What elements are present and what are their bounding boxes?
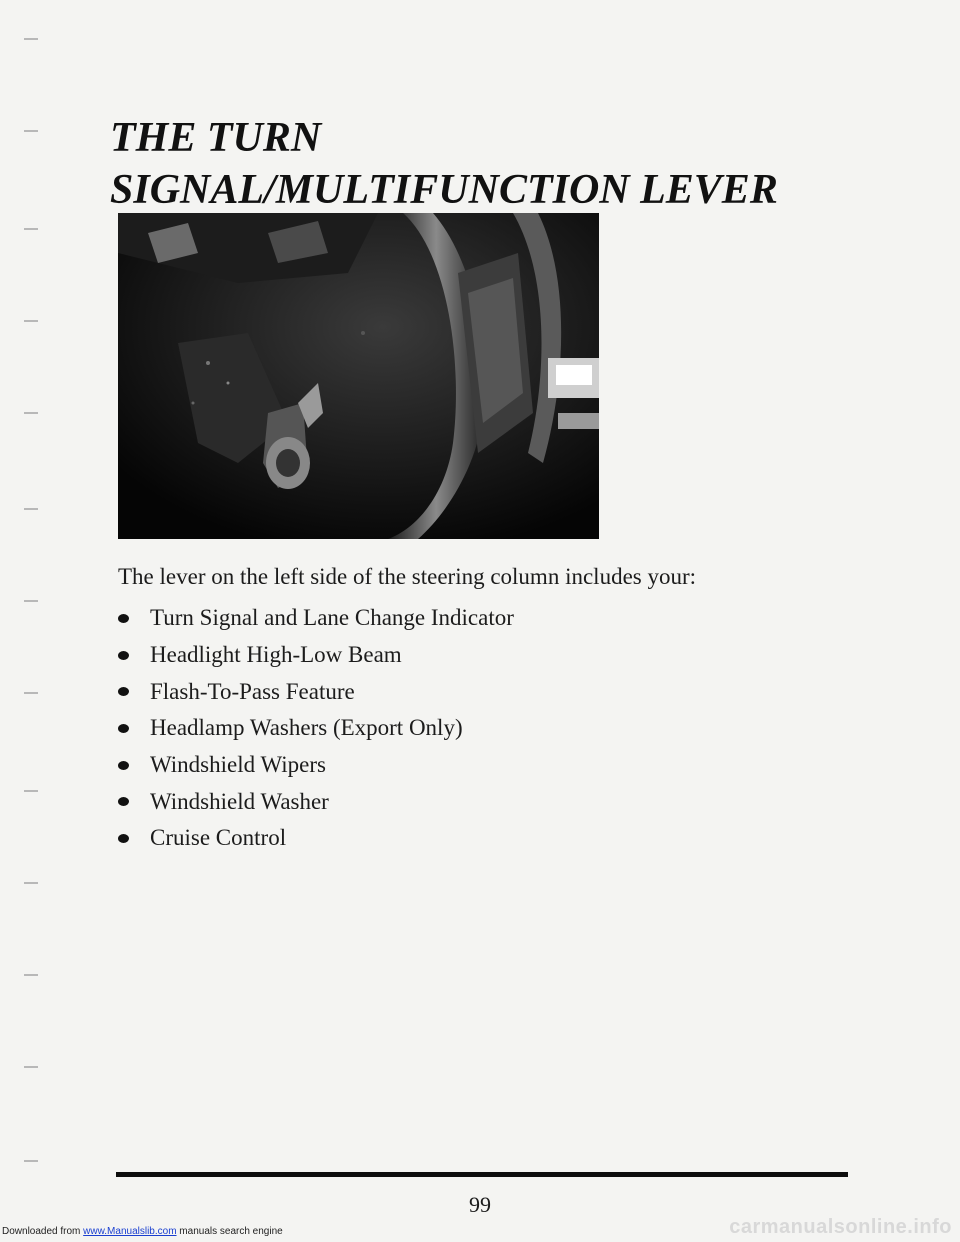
- footer-rule: [116, 1172, 848, 1177]
- feature-label: Cruise Control: [150, 825, 287, 851]
- bullet-icon: [118, 834, 129, 843]
- bullet-icon: [118, 761, 129, 770]
- download-footer: [2, 1226, 283, 1237]
- margin-tick: [24, 974, 38, 976]
- margin-tick: [24, 508, 38, 510]
- margin-tick: [24, 882, 38, 884]
- margin-tick: [24, 790, 38, 792]
- footer-prefix: Downloaded from: [2, 1226, 84, 1237]
- list-item: [118, 600, 514, 637]
- bullet-icon: [118, 651, 129, 660]
- intro-text: The lever on the left side of the steering column includes your:: [118, 564, 697, 589]
- bullet-icon: [118, 687, 129, 696]
- manualslib-link[interactable]: www.Manualslib.com: [83, 1226, 177, 1237]
- margin-tick: [24, 130, 38, 132]
- bullet-icon: [118, 797, 129, 806]
- margin-tick: [24, 600, 38, 602]
- bullet-icon: [118, 614, 129, 623]
- list-item: [118, 820, 514, 857]
- margin-tick: [24, 1066, 38, 1068]
- list-item: [118, 710, 514, 747]
- page-title: THE TURN SIGNAL/MULTIFUNCTION LEVER: [110, 115, 778, 213]
- footer-suffix: manuals search engine: [176, 1226, 283, 1237]
- feature-label: Windshield Wipers: [150, 752, 326, 778]
- margin-tick: [24, 1160, 38, 1162]
- list-item: [118, 747, 514, 784]
- feature-label: Headlight High-Low Beam: [150, 642, 402, 668]
- feature-label: Flash-To-Pass Feature: [150, 678, 355, 704]
- watermark: carmanualsonline.info: [729, 1216, 952, 1238]
- margin-tick: [24, 228, 38, 230]
- feature-label: Turn Signal and Lane Change Indicator: [150, 605, 514, 631]
- bullet-icon: [118, 724, 129, 733]
- steering-column-illustration: [118, 213, 599, 539]
- margin-tick: [24, 412, 38, 414]
- margin-tick: [24, 320, 38, 322]
- feature-label: Headlamp Washers (Export Only): [150, 715, 463, 741]
- margin-tick: [24, 692, 38, 694]
- steering-column-photo: [118, 213, 599, 539]
- page-number: 99: [469, 1192, 491, 1217]
- list-item: [118, 673, 514, 710]
- feature-label: Windshield Washer: [150, 788, 329, 814]
- list-item: [118, 637, 514, 674]
- margin-tick: [24, 38, 38, 40]
- list-item: [118, 783, 514, 820]
- feature-list: [118, 600, 514, 857]
